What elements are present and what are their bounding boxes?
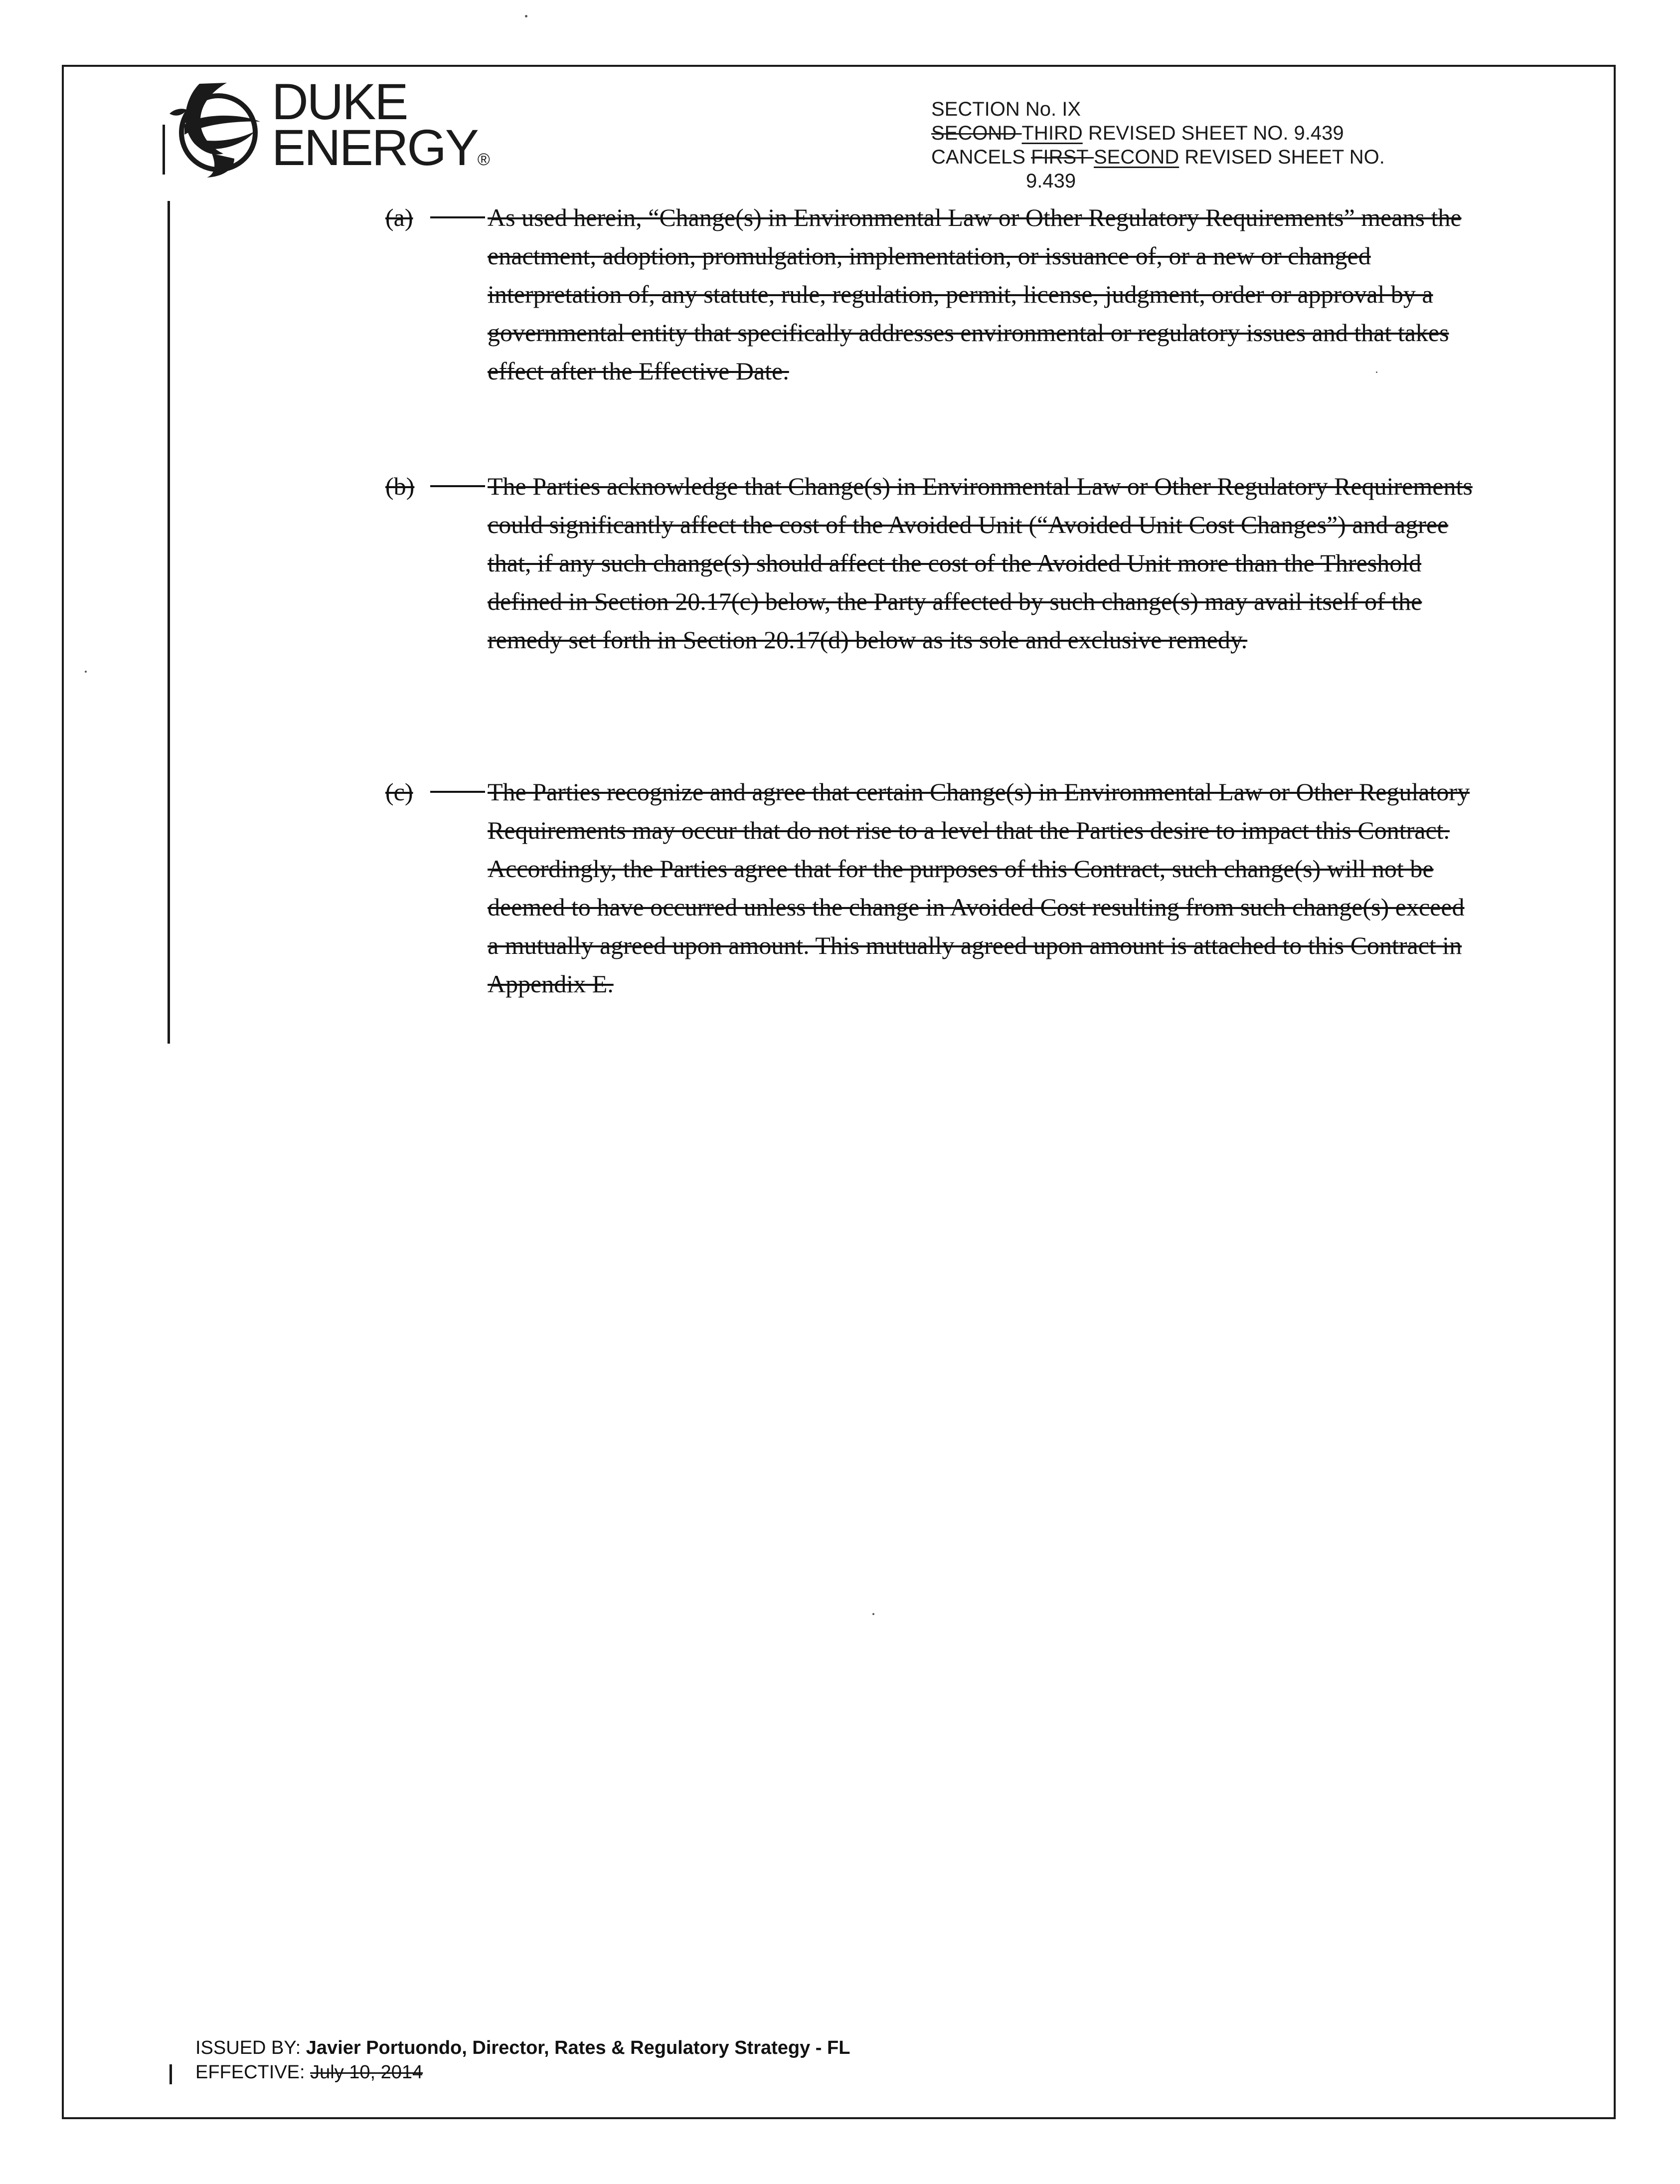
scan-speck: [872, 1613, 874, 1615]
sheet-deleted-text: SECOND: [931, 122, 1022, 144]
sheet-inserted-text: THIRD: [1021, 122, 1083, 144]
paragraph-c: [385, 773, 1477, 1003]
duke-energy-logo: [165, 73, 490, 179]
paragraph-letter: (a): [385, 203, 413, 231]
sheet-rest-text: REVISED SHEET NO. 9.439: [1082, 122, 1344, 144]
revised-sheet-line: [931, 121, 1480, 145]
paragraph-text: The Parties recognize and agree that certain Change(s) in Environmental Law or Other Regulatory Requirements may occur that do not rise to a level that the Parties desire to impact this Contract. Accordingly, the Parties agree that for the purposes of this Contract, such change(s) will not be deemed to have occurred unless the change in Avoided Cost resulting from such change(s) exceed a mutually agreed upon amount. This mutually agreed upon amount is attached to this Contract in Appendix E.: [488, 778, 1470, 998]
duke-energy-globe-icon: [165, 79, 269, 179]
cancels-sheet-line: [931, 145, 1480, 169]
cancels-inserted-text: SECOND: [1094, 146, 1179, 168]
revision-bar-footer: [169, 2064, 172, 2084]
section-number: SECTION No. IX: [931, 98, 1081, 120]
issued-by-value: Javier Portuondo, Director, Rates & Regulatory Strategy - FL: [301, 2037, 850, 2058]
tab-leader-strike: [430, 791, 485, 793]
paragraph-text: As used herein, “Change(s) in Environmental Law or Other Regulatory Requirements” means the enactment, adoption, promulgation, implementation, or issuance of, or a new or changed interpretation of, any statute, rule, regulation, permit, license, judgment, order or approval by a governmental entity that specifically addresses environmental or regulatory issues and that takes effect after the Effective Date.: [488, 203, 1462, 385]
scan-speck: [525, 15, 527, 17]
cancels-rest-text: REVISED SHEET NO.: [1179, 146, 1385, 168]
revision-bar-body: [168, 201, 170, 1044]
issuance-footer: [195, 2036, 850, 2085]
effective-date-deleted: July 10, 2014: [310, 2062, 423, 2083]
cancels-prefix: CANCELS: [931, 146, 1031, 168]
effective-label: EFFECTIVE:: [195, 2062, 305, 2083]
logo-line-energy: ENERGY: [272, 119, 478, 176]
registered-mark: ®: [477, 150, 490, 169]
logo-wordmark: [272, 73, 490, 182]
paragraph-letter: (c): [385, 778, 413, 806]
cancels-sheet-number: 9.439: [1026, 170, 1076, 192]
paragraph-text: The Parties acknowledge that Change(s) in Environmental Law or Other Regulatory Requirements could significantly affect the cost of the Avoided Unit (“Avoided Unit Cost Changes”) and agree that, if any such change(s) should affect the cost of the Avoided Unit more than the Threshold defined in Section 20.17(c) below, the Party affected by such change(s) may avail itself of the remedy set forth in Section 20.17(d) below as its sole and exclusive remedy.: [488, 472, 1473, 654]
tab-leader-strike: [430, 485, 485, 487]
effective-line: [195, 2060, 850, 2085]
issued-by-label: ISSUED BY:: [195, 2037, 301, 2058]
issued-by-line: [195, 2036, 850, 2060]
paragraph-letter: (b): [385, 472, 415, 500]
tab-leader-strike: [430, 216, 485, 218]
cancels-deleted-text: FIRST: [1031, 146, 1094, 168]
paragraph-b: [385, 467, 1477, 659]
paragraph-a: [385, 198, 1477, 390]
scan-speck: [85, 671, 87, 673]
logo-line-duke: DUKE: [272, 73, 407, 130]
sheet-header: [931, 97, 1480, 193]
